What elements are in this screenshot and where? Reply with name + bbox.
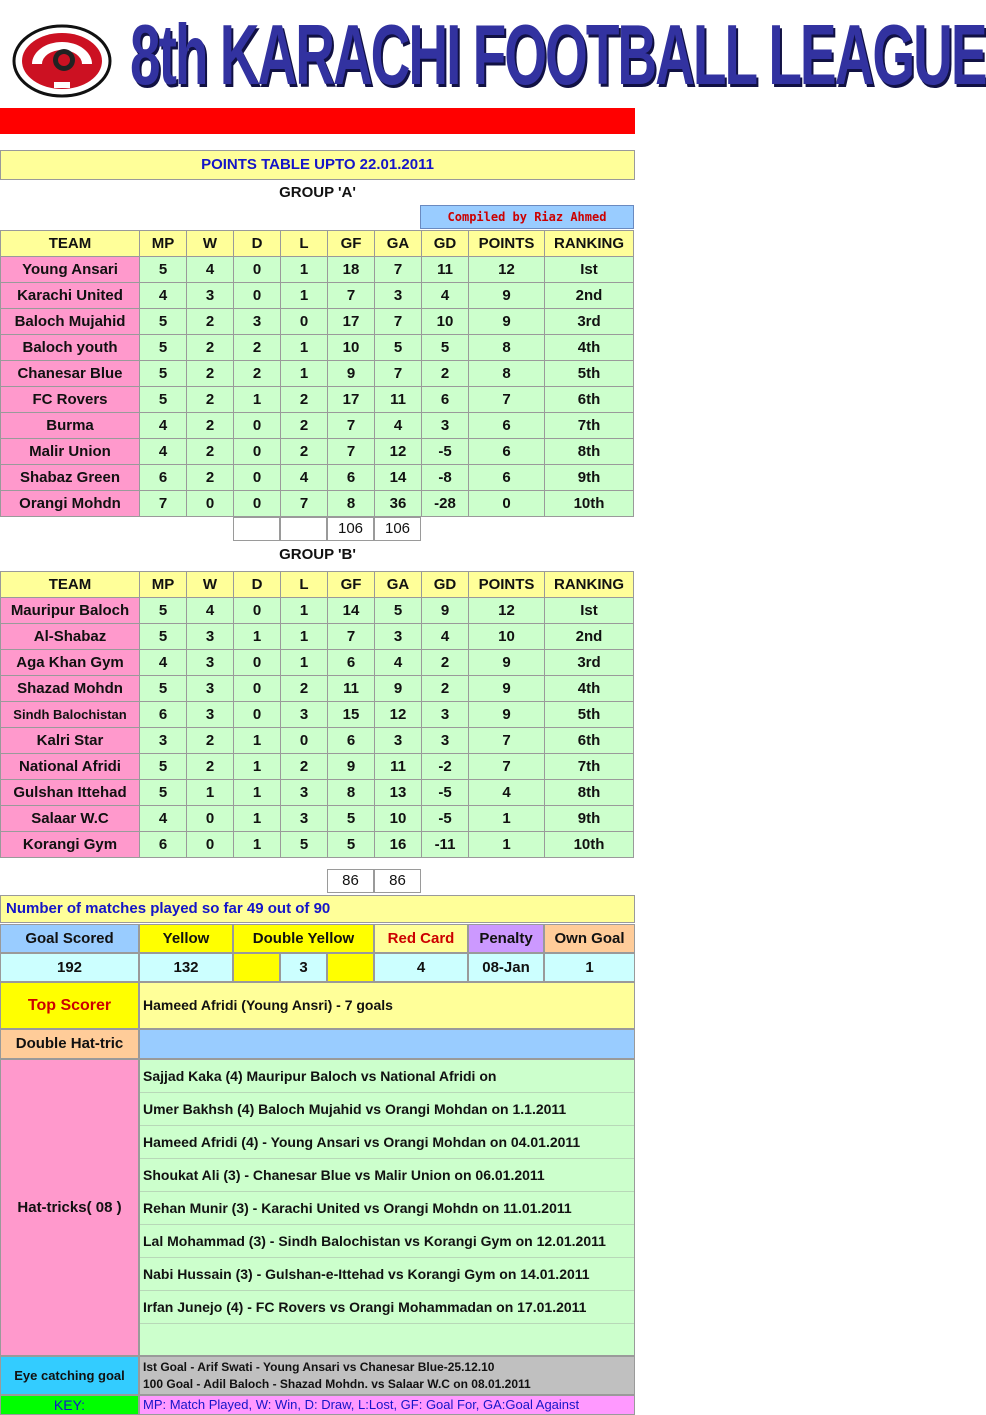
club-logo-icon xyxy=(12,24,112,98)
stat-cell-gd: 3 xyxy=(422,728,469,754)
stat-cell-l: 1 xyxy=(281,335,328,361)
stat-cell-mp: 5 xyxy=(140,598,187,624)
red-card-label: Red Card xyxy=(374,924,468,953)
table-row xyxy=(1,806,634,832)
stat-cell-d: 1 xyxy=(234,780,281,806)
stats-values-row xyxy=(0,953,635,982)
table-row xyxy=(1,624,634,650)
table-row xyxy=(1,361,634,387)
eye-catching-line-2: 100 Goal - Adil Baloch - Shazad Mohdn. vs Salaar W.C on 08.01.2011 xyxy=(143,1377,531,1391)
column-header-ranking: RANKING xyxy=(545,572,634,598)
table-row xyxy=(1,832,634,858)
stat-cell-ranking: 10th xyxy=(545,491,634,517)
stat-cell-points: 9 xyxy=(469,676,545,702)
stat-cell-w: 1 xyxy=(187,780,234,806)
stat-cell-d: 0 xyxy=(234,413,281,439)
stat-cell-l: 4 xyxy=(281,465,328,491)
team-name-cell: Al-Shabaz xyxy=(1,624,140,650)
stat-cell-gd: -5 xyxy=(422,439,469,465)
stat-cell-ranking: 9th xyxy=(545,806,634,832)
group-a-total-gf: 106 xyxy=(327,517,374,541)
hattrick-item: Rehan Munir (3) - Karachi United vs Orangi Mohdn on 11.01.2011 xyxy=(140,1192,634,1225)
column-header-points: POINTS xyxy=(469,231,545,257)
stat-cell-d: 0 xyxy=(234,676,281,702)
stat-cell-gd: 2 xyxy=(422,650,469,676)
stats-labels-row xyxy=(0,924,635,953)
stat-cell-gf: 5 xyxy=(328,832,375,858)
team-name-cell: Shazad Mohdn xyxy=(1,676,140,702)
stat-cell-w: 0 xyxy=(187,491,234,517)
stat-cell-gf: 6 xyxy=(328,465,375,491)
stat-cell-l: 1 xyxy=(281,257,328,283)
team-name-cell: Baloch Mujahid xyxy=(1,309,140,335)
eye-catching-label: Eye catching goal xyxy=(0,1356,139,1395)
stat-cell-ga: 4 xyxy=(375,650,422,676)
stat-cell-w: 2 xyxy=(187,387,234,413)
stat-cell-points: 10 xyxy=(469,624,545,650)
stat-cell-mp: 5 xyxy=(140,754,187,780)
stat-cell-d: 0 xyxy=(234,465,281,491)
table-row xyxy=(1,780,634,806)
stat-cell-w: 2 xyxy=(187,309,234,335)
stat-cell-mp: 5 xyxy=(140,335,187,361)
group_b-header-row xyxy=(1,572,634,598)
stat-cell-ga: 16 xyxy=(375,832,422,858)
table-row xyxy=(1,598,634,624)
stat-cell-w: 3 xyxy=(187,676,234,702)
stat-cell-l: 3 xyxy=(281,806,328,832)
stat-cell-d: 1 xyxy=(234,754,281,780)
stat-cell-w: 4 xyxy=(187,257,234,283)
table-row xyxy=(1,728,634,754)
stat-cell-ranking: Ist xyxy=(545,598,634,624)
stat-cell-ranking: 6th xyxy=(545,728,634,754)
table-row xyxy=(1,491,634,517)
stat-cell-l: 1 xyxy=(281,361,328,387)
stat-cell-gd: -2 xyxy=(422,754,469,780)
stat-cell-gf: 7 xyxy=(328,439,375,465)
stat-cell-ga: 7 xyxy=(375,257,422,283)
stat-cell-points: 8 xyxy=(469,361,545,387)
table-row xyxy=(1,335,634,361)
stat-cell-points: 6 xyxy=(469,465,545,491)
stat-cell-ranking: 2nd xyxy=(545,624,634,650)
double-hattrick-label: Double Hat-tric xyxy=(0,1029,139,1059)
own-goal-value: 1 xyxy=(544,953,635,982)
yellow-value: 132 xyxy=(139,953,233,982)
table-row xyxy=(1,702,634,728)
stat-cell-points: 9 xyxy=(469,650,545,676)
column-header-ga: GA xyxy=(375,231,422,257)
stat-cell-w: 2 xyxy=(187,361,234,387)
matches-played-text: Number of matches played so far 49 out of 90 xyxy=(0,895,635,923)
stat-cell-mp: 5 xyxy=(140,624,187,650)
stat-cell-gf: 6 xyxy=(328,650,375,676)
stat-cell-l: 1 xyxy=(281,283,328,309)
stat-cell-ranking: 9th xyxy=(545,465,634,491)
stat-cell-points: 6 xyxy=(469,439,545,465)
stat-cell-w: 3 xyxy=(187,702,234,728)
column-header-l: L xyxy=(281,231,328,257)
team-name-cell: Chanesar Blue xyxy=(1,361,140,387)
key-label: KEY: xyxy=(0,1395,139,1415)
stat-cell-ga: 12 xyxy=(375,439,422,465)
stat-cell-ga: 3 xyxy=(375,283,422,309)
team-name-cell: Salaar W.C xyxy=(1,806,140,832)
table-row xyxy=(1,309,634,335)
group-b-total-gf: 86 xyxy=(327,869,374,893)
stat-cell-l: 7 xyxy=(281,491,328,517)
group-a-table xyxy=(0,230,634,517)
stat-cell-gf: 11 xyxy=(328,676,375,702)
team-name-cell: Shabaz Green xyxy=(1,465,140,491)
stat-cell-gd: 4 xyxy=(422,624,469,650)
stat-cell-d: 1 xyxy=(234,728,281,754)
hattrick-item: Nabi Hussain (3) - Gulshan-e-Ittehad vs Korangi Gym on 14.01.2011 xyxy=(140,1258,634,1291)
stat-cell-gd: 6 xyxy=(422,387,469,413)
stat-cell-w: 3 xyxy=(187,283,234,309)
column-header-d: D xyxy=(234,231,281,257)
table-row xyxy=(1,676,634,702)
stat-cell-gf: 7 xyxy=(328,624,375,650)
stat-cell-w: 0 xyxy=(187,832,234,858)
stat-cell-ga: 7 xyxy=(375,361,422,387)
stat-cell-ga: 12 xyxy=(375,702,422,728)
stat-cell-ranking: 4th xyxy=(545,676,634,702)
stat-cell-ga: 11 xyxy=(375,754,422,780)
stat-cell-d: 0 xyxy=(234,439,281,465)
stat-cell-l: 2 xyxy=(281,413,328,439)
red-divider xyxy=(0,108,635,134)
stat-cell-mp: 4 xyxy=(140,650,187,676)
stat-cell-d: 1 xyxy=(234,624,281,650)
table-row xyxy=(1,465,634,491)
stat-cell-points: 12 xyxy=(469,598,545,624)
stat-cell-gf: 7 xyxy=(328,283,375,309)
eye-catching-value xyxy=(139,1356,635,1395)
stat-cell-l: 2 xyxy=(281,676,328,702)
stat-cell-ranking: 2nd xyxy=(545,283,634,309)
column-header-points: POINTS xyxy=(469,572,545,598)
stat-cell-mp: 7 xyxy=(140,491,187,517)
double-yellow-label: Double Yellow xyxy=(233,924,374,953)
stat-cell-gd: 3 xyxy=(422,413,469,439)
team-name-cell: Orangi Mohdn xyxy=(1,491,140,517)
stat-cell-mp: 5 xyxy=(140,676,187,702)
column-header-team: TEAM xyxy=(1,572,140,598)
stat-cell-l: 2 xyxy=(281,754,328,780)
stat-cell-w: 3 xyxy=(187,650,234,676)
stat-cell-points: 0 xyxy=(469,491,545,517)
team-name-cell: Baloch youth xyxy=(1,335,140,361)
stat-cell-mp: 4 xyxy=(140,283,187,309)
column-header-gd: GD xyxy=(422,572,469,598)
stat-cell-points: 9 xyxy=(469,702,545,728)
column-header-team: TEAM xyxy=(1,231,140,257)
stat-cell-w: 0 xyxy=(187,806,234,832)
table-row xyxy=(1,754,634,780)
double-hattrick-value xyxy=(139,1029,635,1059)
group-a-blank-cell xyxy=(280,517,327,541)
stat-cell-gd: 4 xyxy=(422,283,469,309)
stat-cell-gd: 10 xyxy=(422,309,469,335)
stat-cell-d: 0 xyxy=(234,598,281,624)
stat-cell-ranking: 8th xyxy=(545,780,634,806)
stat-cell-points: 8 xyxy=(469,335,545,361)
stat-cell-l: 1 xyxy=(281,598,328,624)
stat-cell-ranking: 5th xyxy=(545,361,634,387)
stat-cell-gf: 9 xyxy=(328,361,375,387)
penalty-label: Penalty xyxy=(468,924,544,953)
stat-cell-w: 2 xyxy=(187,728,234,754)
stat-cell-gf: 18 xyxy=(328,257,375,283)
table-row xyxy=(1,439,634,465)
goal-scored-value: 192 xyxy=(0,953,139,982)
stat-cell-points: 7 xyxy=(469,754,545,780)
column-header-mp: MP xyxy=(140,572,187,598)
eye-catching-line-1: Ist Goal - Arif Swati - Young Ansari vs Chanesar Blue-25.12.10 xyxy=(143,1360,495,1374)
stat-cell-mp: 5 xyxy=(140,780,187,806)
stat-cell-d: 1 xyxy=(234,387,281,413)
group-a-blank-cell xyxy=(233,517,280,541)
stat-cell-l: 1 xyxy=(281,624,328,650)
top-scorer-value: Hameed Afridi (Young Ansri) - 7 goals xyxy=(139,982,635,1029)
stat-cell-l: 0 xyxy=(281,728,328,754)
stat-cell-gf: 7 xyxy=(328,413,375,439)
group-b-table xyxy=(0,571,634,858)
stat-cell-gd: 9 xyxy=(422,598,469,624)
column-header-w: W xyxy=(187,572,234,598)
top-scorer-label: Top Scorer xyxy=(0,982,139,1029)
table-row xyxy=(1,387,634,413)
stat-cell-ga: 14 xyxy=(375,465,422,491)
stat-cell-w: 2 xyxy=(187,754,234,780)
table-row xyxy=(1,650,634,676)
stat-cell-mp: 6 xyxy=(140,702,187,728)
stat-cell-d: 0 xyxy=(234,283,281,309)
stat-cell-gf: 17 xyxy=(328,387,375,413)
double-yellow-value: 3 xyxy=(280,953,327,982)
stat-cell-gd: -5 xyxy=(422,780,469,806)
stat-cell-d: 1 xyxy=(234,806,281,832)
group_a-header-row xyxy=(1,231,634,257)
stat-cell-gf: 17 xyxy=(328,309,375,335)
stat-cell-gf: 5 xyxy=(328,806,375,832)
stat-cell-ga: 4 xyxy=(375,413,422,439)
stat-cell-mp: 4 xyxy=(140,413,187,439)
own-goal-label: Own Goal xyxy=(544,924,635,953)
group-a-total-ga: 106 xyxy=(374,517,421,541)
stat-cell-gf: 10 xyxy=(328,335,375,361)
stat-cell-ranking: 7th xyxy=(545,754,634,780)
table-row xyxy=(1,257,634,283)
stat-cell-points: 1 xyxy=(469,832,545,858)
stat-cell-ranking: 6th xyxy=(545,387,634,413)
team-name-cell: Karachi United xyxy=(1,283,140,309)
stat-cell-points: 9 xyxy=(469,283,545,309)
stat-cell-w: 2 xyxy=(187,413,234,439)
stat-cell-gf: 8 xyxy=(328,780,375,806)
stat-cell-gf: 14 xyxy=(328,598,375,624)
hattricks-label: Hat-tricks( 08 ) xyxy=(0,1059,139,1356)
stat-cell-mp: 5 xyxy=(140,387,187,413)
stat-cell-gd: -11 xyxy=(422,832,469,858)
stat-cell-d: 3 xyxy=(234,309,281,335)
stat-cell-ga: 5 xyxy=(375,335,422,361)
hattrick-item: Sajjad Kaka (4) Mauripur Baloch vs National Afridi on xyxy=(140,1060,634,1093)
stat-cell-gd: 11 xyxy=(422,257,469,283)
stat-cell-l: 2 xyxy=(281,439,328,465)
stat-cell-d: 0 xyxy=(234,702,281,728)
stat-cell-gd: -28 xyxy=(422,491,469,517)
stat-cell-gf: 8 xyxy=(328,491,375,517)
hattrick-item: Irfan Junejo (4) - FC Rovers vs Orangi Mohammadan on 17.01.2011 xyxy=(140,1291,634,1324)
stat-cell-points: 7 xyxy=(469,728,545,754)
team-name-cell: Young Ansari xyxy=(1,257,140,283)
page-header xyxy=(0,0,986,108)
hattrick-item: Umer Bakhsh (4) Baloch Mujahid vs Orangi Mohdan on 1.1.2011 xyxy=(140,1093,634,1126)
stat-cell-gf: 15 xyxy=(328,702,375,728)
team-name-cell: National Afridi xyxy=(1,754,140,780)
column-header-gd: GD xyxy=(422,231,469,257)
stat-cell-gf: 9 xyxy=(328,754,375,780)
group-b-title: GROUP 'B' xyxy=(279,546,356,563)
stat-cell-ga: 13 xyxy=(375,780,422,806)
stat-cell-gd: -8 xyxy=(422,465,469,491)
stat-cell-mp: 5 xyxy=(140,257,187,283)
stat-cell-w: 4 xyxy=(187,598,234,624)
team-name-cell: Mauripur Baloch xyxy=(1,598,140,624)
stat-cell-ga: 7 xyxy=(375,309,422,335)
stat-cell-ranking: 3rd xyxy=(545,309,634,335)
stat-cell-l: 1 xyxy=(281,650,328,676)
team-name-cell: Sindh Balochistan xyxy=(1,702,140,728)
stat-cell-points: 1 xyxy=(469,806,545,832)
stat-cell-w: 2 xyxy=(187,439,234,465)
hattrick-item: Hameed Afridi (4) - Young Ansari vs Orangi Mohdan on 04.01.2011 xyxy=(140,1126,634,1159)
stat-cell-d: 1 xyxy=(234,832,281,858)
stat-cell-mp: 4 xyxy=(140,439,187,465)
column-header-mp: MP xyxy=(140,231,187,257)
hattrick-item: Shoukat Ali (3) - Chanesar Blue vs Malir Union on 06.01.2011 xyxy=(140,1159,634,1192)
stat-cell-ranking: 7th xyxy=(545,413,634,439)
penalty-value: 08-Jan xyxy=(468,953,544,982)
hattricks-list xyxy=(139,1059,635,1356)
team-name-cell: Malir Union xyxy=(1,439,140,465)
stat-cell-ranking: 10th xyxy=(545,832,634,858)
stat-cell-d: 0 xyxy=(234,491,281,517)
red-card-value: 4 xyxy=(374,953,468,982)
stat-cell-d: 2 xyxy=(234,335,281,361)
group-a-title: GROUP 'A' xyxy=(279,184,356,201)
stat-cell-ga: 36 xyxy=(375,491,422,517)
stat-cell-w: 2 xyxy=(187,465,234,491)
stat-cell-ranking: Ist xyxy=(545,257,634,283)
compiled-by-label: Compiled by Riaz Ahmed xyxy=(420,205,634,229)
column-header-ga: GA xyxy=(375,572,422,598)
stat-cell-l: 3 xyxy=(281,780,328,806)
stat-cell-gd: 2 xyxy=(422,361,469,387)
stat-cell-d: 0 xyxy=(234,257,281,283)
double-yellow-pad-left xyxy=(233,953,280,982)
stat-cell-gd: 2 xyxy=(422,676,469,702)
table-row xyxy=(1,283,634,309)
stat-cell-points: 12 xyxy=(469,257,545,283)
stat-cell-l: 5 xyxy=(281,832,328,858)
stat-cell-l: 2 xyxy=(281,387,328,413)
double-yellow-pad-right xyxy=(327,953,374,982)
goal-scored-label: Goal Scored xyxy=(0,924,139,953)
stat-cell-gf: 6 xyxy=(328,728,375,754)
league-title: 8th KARACHI FOOTBALL LEAGUE xyxy=(130,6,986,103)
stat-cell-gd: 5 xyxy=(422,335,469,361)
stat-cell-points: 4 xyxy=(469,780,545,806)
stat-cell-d: 0 xyxy=(234,650,281,676)
column-header-w: W xyxy=(187,231,234,257)
team-name-cell: Burma xyxy=(1,413,140,439)
column-header-l: L xyxy=(281,572,328,598)
column-header-d: D xyxy=(234,572,281,598)
stat-cell-mp: 5 xyxy=(140,361,187,387)
stat-cell-ga: 3 xyxy=(375,624,422,650)
stat-cell-ga: 11 xyxy=(375,387,422,413)
stat-cell-points: 7 xyxy=(469,387,545,413)
hattrick-item: Lal Mohammad (3) - Sindh Balochistan vs Korangi Gym on 12.01.2011 xyxy=(140,1225,634,1258)
stat-cell-mp: 4 xyxy=(140,806,187,832)
stat-cell-ranking: 4th xyxy=(545,335,634,361)
column-header-gf: GF xyxy=(328,572,375,598)
stat-cell-l: 0 xyxy=(281,309,328,335)
stat-cell-ga: 3 xyxy=(375,728,422,754)
stat-cell-w: 2 xyxy=(187,335,234,361)
team-name-cell: Kalri Star xyxy=(1,728,140,754)
stat-cell-ga: 10 xyxy=(375,806,422,832)
column-header-gf: GF xyxy=(328,231,375,257)
stat-cell-mp: 6 xyxy=(140,465,187,491)
points-table-title: POINTS TABLE UPTO 22.01.2011 xyxy=(0,150,635,180)
stat-cell-ranking: 3rd xyxy=(545,650,634,676)
stat-cell-l: 3 xyxy=(281,702,328,728)
stat-cell-mp: 6 xyxy=(140,832,187,858)
team-name-cell: Korangi Gym xyxy=(1,832,140,858)
stat-cell-mp: 3 xyxy=(140,728,187,754)
stat-cell-w: 3 xyxy=(187,624,234,650)
team-name-cell: Gulshan Ittehad xyxy=(1,780,140,806)
table-row xyxy=(1,413,634,439)
stat-cell-gd: -5 xyxy=(422,806,469,832)
stat-cell-mp: 5 xyxy=(140,309,187,335)
column-header-ranking: RANKING xyxy=(545,231,634,257)
team-name-cell: Aga Khan Gym xyxy=(1,650,140,676)
stat-cell-ranking: 5th xyxy=(545,702,634,728)
stat-cell-ga: 9 xyxy=(375,676,422,702)
stat-cell-points: 6 xyxy=(469,413,545,439)
group-b-total-ga: 86 xyxy=(374,869,421,893)
stat-cell-ranking: 8th xyxy=(545,439,634,465)
stat-cell-points: 9 xyxy=(469,309,545,335)
stat-cell-ga: 5 xyxy=(375,598,422,624)
key-value: MP: Match Played, W: Win, D: Draw, L:Lost, GF: Goal For, GA:Goal Against xyxy=(139,1395,635,1415)
stat-cell-d: 2 xyxy=(234,361,281,387)
team-name-cell: FC Rovers xyxy=(1,387,140,413)
yellow-label: Yellow xyxy=(139,924,233,953)
stat-cell-gd: 3 xyxy=(422,702,469,728)
